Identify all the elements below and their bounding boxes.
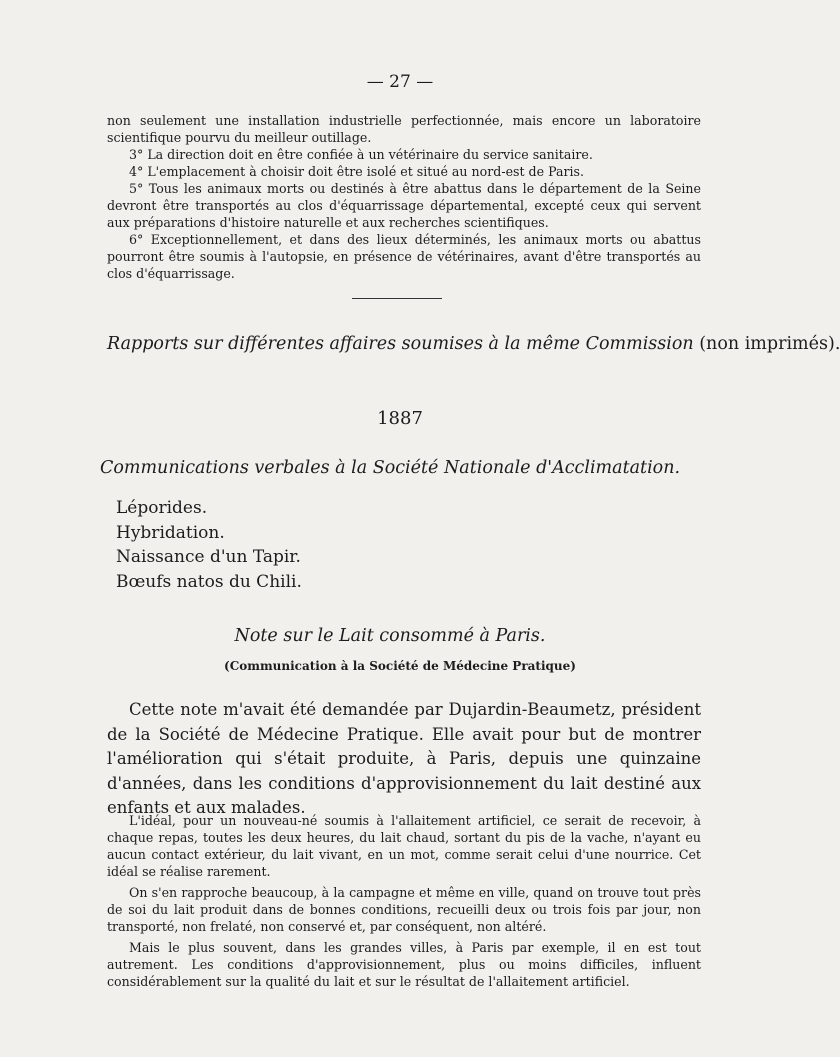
year-heading: 1887 <box>377 408 423 429</box>
section-divider <box>352 298 442 299</box>
note-intro: Cette note m'avait été demandée par Dujardin-Beaumetz, président de la Société de Médecine Pratique. Elle avait pour but de montrer l'amélioration qui s'était produite, à Paris, depuis une quinzaine d'années, dans les conditions d'approvisionnement du lait destiné aux enfants et aux malades. <box>107 700 701 817</box>
paragraph: 6° Exceptionnellement, et dans des lieux déterminés, les animaux morts ou abattus pourront être soumis à l'autopsie, en présence de vétérinaires, avant d'être transportés au clos d'équarrissage. <box>107 232 701 281</box>
heading-italic: Rapports sur différentes affaires soumises à la même Commission <box>107 334 694 354</box>
communications-list <box>116 496 302 594</box>
list-item: Naissance d'un Tapir. <box>116 547 301 567</box>
page-number: — 27 — <box>366 72 434 92</box>
list-item: Bœufs natos du Chili. <box>116 571 302 592</box>
list-item: Hybridation. <box>116 522 225 543</box>
section-heading-communications: Communications verbales à la Société Nationale d'Acclimatation. <box>99 458 681 478</box>
paragraph: L'idéal, pour un nouveau-né soumis à l'allaitement artificiel, ce serait de recevoir, à chaque repas, toutes les deux heures, du lait chaud, sortant du pis de la vache, n'ayant eu aucun contact extérieur, du lait vivant, en un mot, comme serait celui d'une nourrice. Cet idéal se réalise rarement. <box>107 813 701 879</box>
list-item: Léporides. <box>116 498 208 518</box>
paragraph: 3° La direction doit en être confiée à un vétérinaire du service sanitaire. <box>129 147 593 162</box>
top-section <box>107 112 701 282</box>
paragraph: non seulement une installation industrielle perfectionnée, mais encore un laboratoire scientifique pourvu du meilleur outillage. <box>107 113 701 145</box>
note-title: Note sur le Lait consommé à Paris. <box>234 626 546 646</box>
paragraph: Mais le plus souvent, dans les grandes villes, à Paris par exemple, il en est tout autrement. Les conditions d'approvisionnement, plus ou moins difficiles, influent considérablement sur la qualité du lait et sur le résultat de l'allaitement artificiel. <box>107 940 701 989</box>
paragraph: On s'en rapproche beaucoup, à la campagne et même en ville, quand on trouve tout près de soi du lait produit dans de bonnes conditions, recueilli deux ou trois fois par jour, non transporté, non frelaté, non conservé et, par conséquent, non altéré. <box>107 885 701 934</box>
note-subtitle: (Communication à la Société de Médecine Pratique) <box>224 659 576 673</box>
note-body <box>107 812 701 994</box>
heading-normal: (non imprimés). <box>693 334 840 354</box>
section-heading-rapports <box>107 334 840 354</box>
paragraph: 5° Tous les animaux morts ou destinés à être abattus dans le département de la Seine devront être transportés au clos d'équarrissage départemental, excepté ceux qui servent aux préparations d'histoire naturelle et aux recherches scientifiques. <box>107 181 701 230</box>
paragraph: 4° L'emplacement à choisir doit être isolé et situé au nord-est de Paris. <box>129 164 585 179</box>
